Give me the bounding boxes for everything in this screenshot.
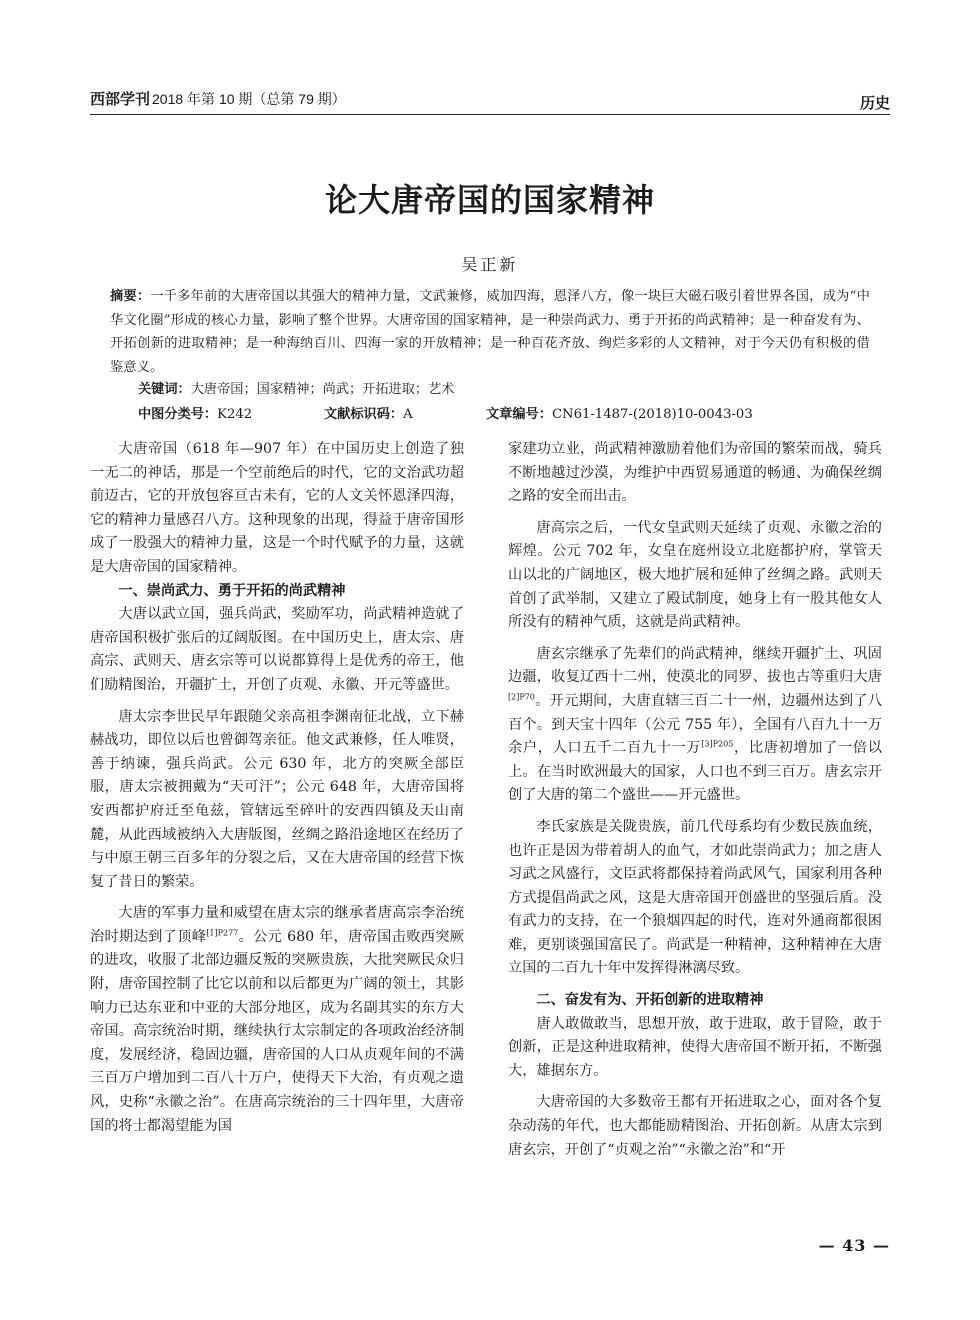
journal-masthead (90, 88, 346, 109)
paragraph: 大唐以武立国，强兵尚武，奖励军功，尚武精神造就了唐帝国积极扩张后的辽阔版图。在中国历史上，唐太宗、唐高宗、武则天、唐玄宗等可以说都算得上是优秀的帝王，他们励精图治，开疆扩土，开创了贞观、永徽、开元等盛世。 (90, 606, 464, 693)
article-no-label: 文章编号： (486, 406, 552, 421)
paragraph-text: ，比唐初增加了一倍以上。在当时欧洲最大的国家，人口也不到三百万。唐玄宗开创了大唐的第二个盛世——开元盛世。 (508, 740, 882, 804)
classification-line (138, 403, 878, 425)
paragraph: 大唐帝国的大多数帝王都有开拓进取之心，面对各个复杂动荡的年代，也大都能励精图治、开拓创新。从唐太宗到唐玄宗，开创了“贞观之治”“永徽之治”和“开 (508, 1094, 882, 1158)
abstract (110, 284, 870, 379)
doc-code-item (324, 403, 413, 422)
article-title: 论大唐帝国的国家精神 (324, 181, 655, 219)
citation-ref: [1]P277 (206, 928, 239, 938)
section-heading-2: 二、奋发有为、开拓创新的进取精神 (536, 992, 764, 1009)
keywords (138, 378, 858, 397)
citation-ref: [3]P205 (701, 739, 734, 749)
paragraph: 唐太宗李世民早年跟随父亲高祖李渊南征北战，立下赫赫战功，即位以后也曾御驾亲征。他文武兼修，任人唯贤，善于纳谏，强兵尚武。公元 630 年，北方的突厥全部臣服，唐太宗被拥戴为“天可汗”；公元 648 年，大唐帝国将安西都护府迁至龟兹，管辖远至碎叶的安西四镇及天山南麓，从此西域被纳入大唐版图，丝绸之路沿途地区在经历了与中原王朝三百多年的分裂之后，又在大唐帝国的经营下恢复了昔日的繁荣。 (90, 708, 464, 890)
paragraph-text: 大唐的军事力量和威望在唐太宗的继承者唐高宗李治统治时期达到了顶峰 (90, 905, 464, 945)
paragraph-text: 唐玄宗继承了先辈们的尚武精神，继续开疆扩土、巩固边疆，收复辽西十二州，使漠北的同罗、拔也古等重归大唐 (508, 645, 882, 686)
paragraph: 家建功立业，尚武精神激励着他们为帝国的繁荣而战，骑兵不断地越过沙漠，为维护中西贸易通道的畅通、为确保丝绸之路的安全而出击。 (508, 441, 882, 505)
right-column (508, 438, 882, 1162)
section-heading-1: 一、崇尚武力、勇于开拓的尚武精神 (118, 582, 346, 599)
paragraph-text: 。公元 680 年，唐帝国击败西突厥的进攻，收服了北部边疆反叛的突厥贵族，大批突厥民众归附，唐帝国控制了比它以前和以后都更为广阔的领土，其影响力已达东亚和中亚的大部分地区，成为名副其实的东方大帝国。高宗统治时期，继续执行太宗制定的各项政治经济制度，发展经济，稳固边疆，唐帝国的人口从贞观年间的不满三百万户增加到二百八十万户，使得天下大治，有贞观之遗风，史称“永徽之治”。在唐高宗统治的三十四年里，大唐帝国的将士都渴望能为国 (90, 928, 464, 1134)
article-author: 吴正新 (461, 255, 519, 274)
doc-code-label: 文献标识码： (324, 406, 404, 421)
citation-ref: [2]P70 (508, 692, 535, 702)
clc-value: K242 (217, 407, 253, 422)
clc-label: 中图分类号： (138, 406, 218, 421)
paragraph (90, 902, 464, 1138)
page-number: — 43 — (818, 1236, 890, 1255)
running-head (90, 86, 890, 116)
paragraph: 大唐帝国（618 年—907 年）在中国历史上创造了独一无二的神话，那是一个空前绝后的时代，它的文治武功超前迈古，它的开放包容亘古未有，它的人文关怀恩泽四海，它的精神力量感召八方。这种现象的出现，得益于唐帝国形成了一股强大的精神力量，这是一个时代赋予的力量，这就是大唐帝国的国家精神。 (90, 441, 464, 575)
paragraph: 唐高宗之后，一代女皇武则天延续了贞观、永徽之治的辉煌。公元 702 年，女皇在庭州设立北庭都护府，掌管天山以北的广阔地区，极大地扩展和延伸了丝绸之路。武则天首创了武举制，又建立了殿试制度，她身上有一股其他女人所没有的精神气质，这就是尚武精神。 (508, 519, 882, 631)
abstract-label: 摘要： (110, 288, 151, 303)
paragraph: 李氏家族是关陇贵族，前几代母系均有少数民族血统，也许正是因为带着胡人的血气，才如此崇尚武力；加之唐人习武之风盛行，文臣武将都保持着尚武风气，国家利用各种方式提倡尚武之风，这是大唐帝国开创盛世的坚强后盾。没有武力的支持，在一个狼烟四起的时代，连对外通商都很困难，更别谈强国富民了。尚武是一种精神，这种精神在大唐立国的二百九十年中发挥得淋漓尽致。 (508, 818, 882, 977)
header-rule (90, 114, 890, 115)
left-column (90, 438, 464, 1138)
clc-item (138, 403, 252, 422)
keywords-label: 关键词： (138, 381, 191, 396)
doc-code-value: A (403, 407, 413, 422)
issue-info: 2018 年第 10 期（总第 79 期） (152, 91, 346, 107)
abstract-text: 一千多年前的大唐帝国以其强大的精神力量，文武兼修，威加四海，恩泽八方，像一块巨大磁石吸引着世界各国，成为“中华文化圈”形成的核心力量，影响了整个世界。大唐帝国的国家精神，是一种崇尚武力、勇于开拓的尚武精神；是一种奋发有为、开拓创新的进取精神；是一种海纳百川、四海一家的开放精神；是一种百花齐放、绚烂多彩的人文精神，对于今天仍有积极的借鉴意义。 (110, 289, 870, 375)
paragraph: 唐人敢做敢当，思想开放，敢于进取，敢于冒险，敢于创新，正是这种进取精神，使得大唐帝国不断开拓，不断强大，雄据东方。 (508, 1015, 882, 1079)
journal-name: 西部学刊 (90, 90, 151, 108)
paragraph (508, 643, 882, 808)
keywords-text: 大唐帝国；国家精神；尚武；开拓进取；艺术 (190, 382, 455, 397)
article-no-value: CN61-1487-(2018)10-0043-03 (551, 407, 753, 422)
section-label: 历史 (859, 94, 890, 112)
paragraph-text: 。开元期间，大唐直辖三百二十一州，边疆州达到了八百个。到天宝十四年（公元 755 年），全国有八百九十一万余户，人口五千二百九十一万 (508, 692, 882, 757)
article-no-item (486, 403, 753, 422)
